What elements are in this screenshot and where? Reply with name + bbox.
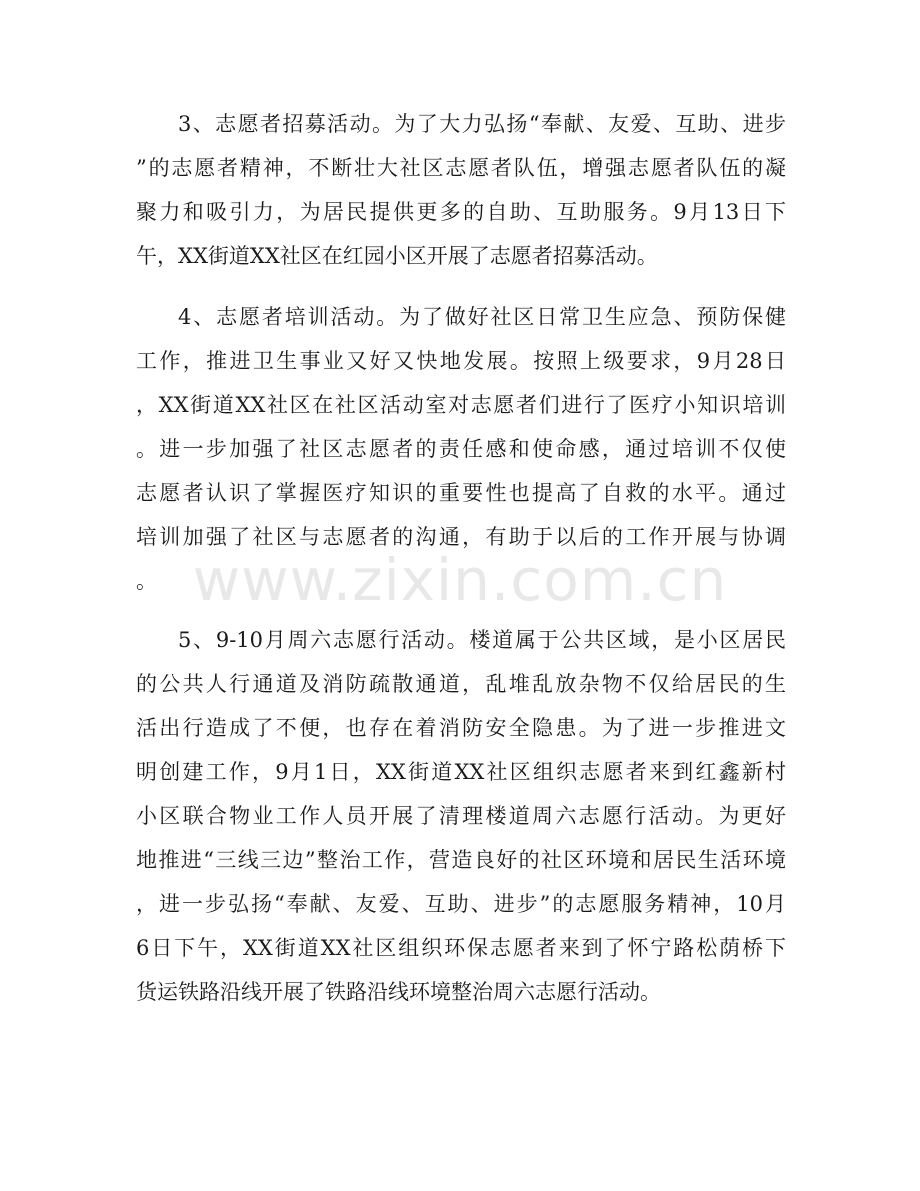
paragraph-5-line-4: 明创建工作，9月1日，XX街道XX社区组织志愿者来到红鑫新村: [136, 760, 786, 784]
paragraph-4-line-7: 。: [136, 569, 157, 593]
paragraph-5-line-6: 地推进“三线三边”整治工作，营造良好的社区环境和居民生活环境: [136, 848, 786, 872]
paragraph-3-line-2: ”的志愿者精神，不断壮大社区志愿者队伍，增强志愿者队伍的凝: [136, 156, 786, 180]
paragraph-4-line-3: ，XX街道XX社区在社区活动室对志愿者们进行了医疗小知识培训: [136, 393, 786, 417]
paragraph-3-line-4: 午，XX街道XX社区在红园小区开展了志愿者招募活动。: [136, 244, 658, 268]
paragraph-5-line-8: 6日下午，XX街道XX社区组织环保志愿者来到了怀宁路松荫桥下: [136, 936, 786, 960]
paragraph-4-line-1: 4、志愿者培训活动。为了做好社区日常卫生应急、预防保健: [178, 305, 786, 329]
paragraph-5-line-9: 货运铁路沿线开展了铁路沿线环境整治周六志愿行活动。: [136, 980, 661, 1004]
paragraph-5-line-7: ，进一步弘扬“奉献、友爱、互助、进步”的志愿服务精神，10月: [136, 892, 786, 916]
paragraph-3-line-1: 3、志愿者招募活动。为了大力弘扬“奉献、友爱、互助、进步: [178, 112, 786, 136]
paragraph-5-line-3: 活出行造成了不便，也存在着消防安全隐患。为了进一步推进文: [136, 716, 786, 740]
paragraph-4-line-5: 志愿者认识了掌握医疗知识的重要性也提高了自救的水平。通过: [136, 481, 786, 505]
paragraph-5-line-5: 小区联合物业工作人员开展了清理楼道周六志愿行活动。为更好: [136, 804, 786, 828]
paragraph-4-line-2: 工作，推进卫生事业又好又快地发展。按照上级要求，9月28日: [136, 349, 786, 373]
watermark: www.zixin.com.cn: [192, 546, 728, 614]
paragraph-3-line-3: 聚力和吸引力，为居民提供更多的自助、互助服务。9月13日下: [136, 200, 786, 224]
paragraph-5-line-1: 5、9-10月周六志愿行活动。楼道属于公共区域，是小区居民: [178, 628, 786, 652]
paragraph-5-line-2: 的公共人行通道及消防疏散通道，乱堆乱放杂物不仅给居民的生: [136, 672, 786, 696]
paragraph-4-line-4: 。进一步加强了社区志愿者的责任感和使命感，通过培训不仅使: [136, 437, 786, 461]
paragraph-4-line-6: 培训加强了社区与志愿者的沟通，有助于以后的工作开展与协调: [136, 525, 786, 549]
